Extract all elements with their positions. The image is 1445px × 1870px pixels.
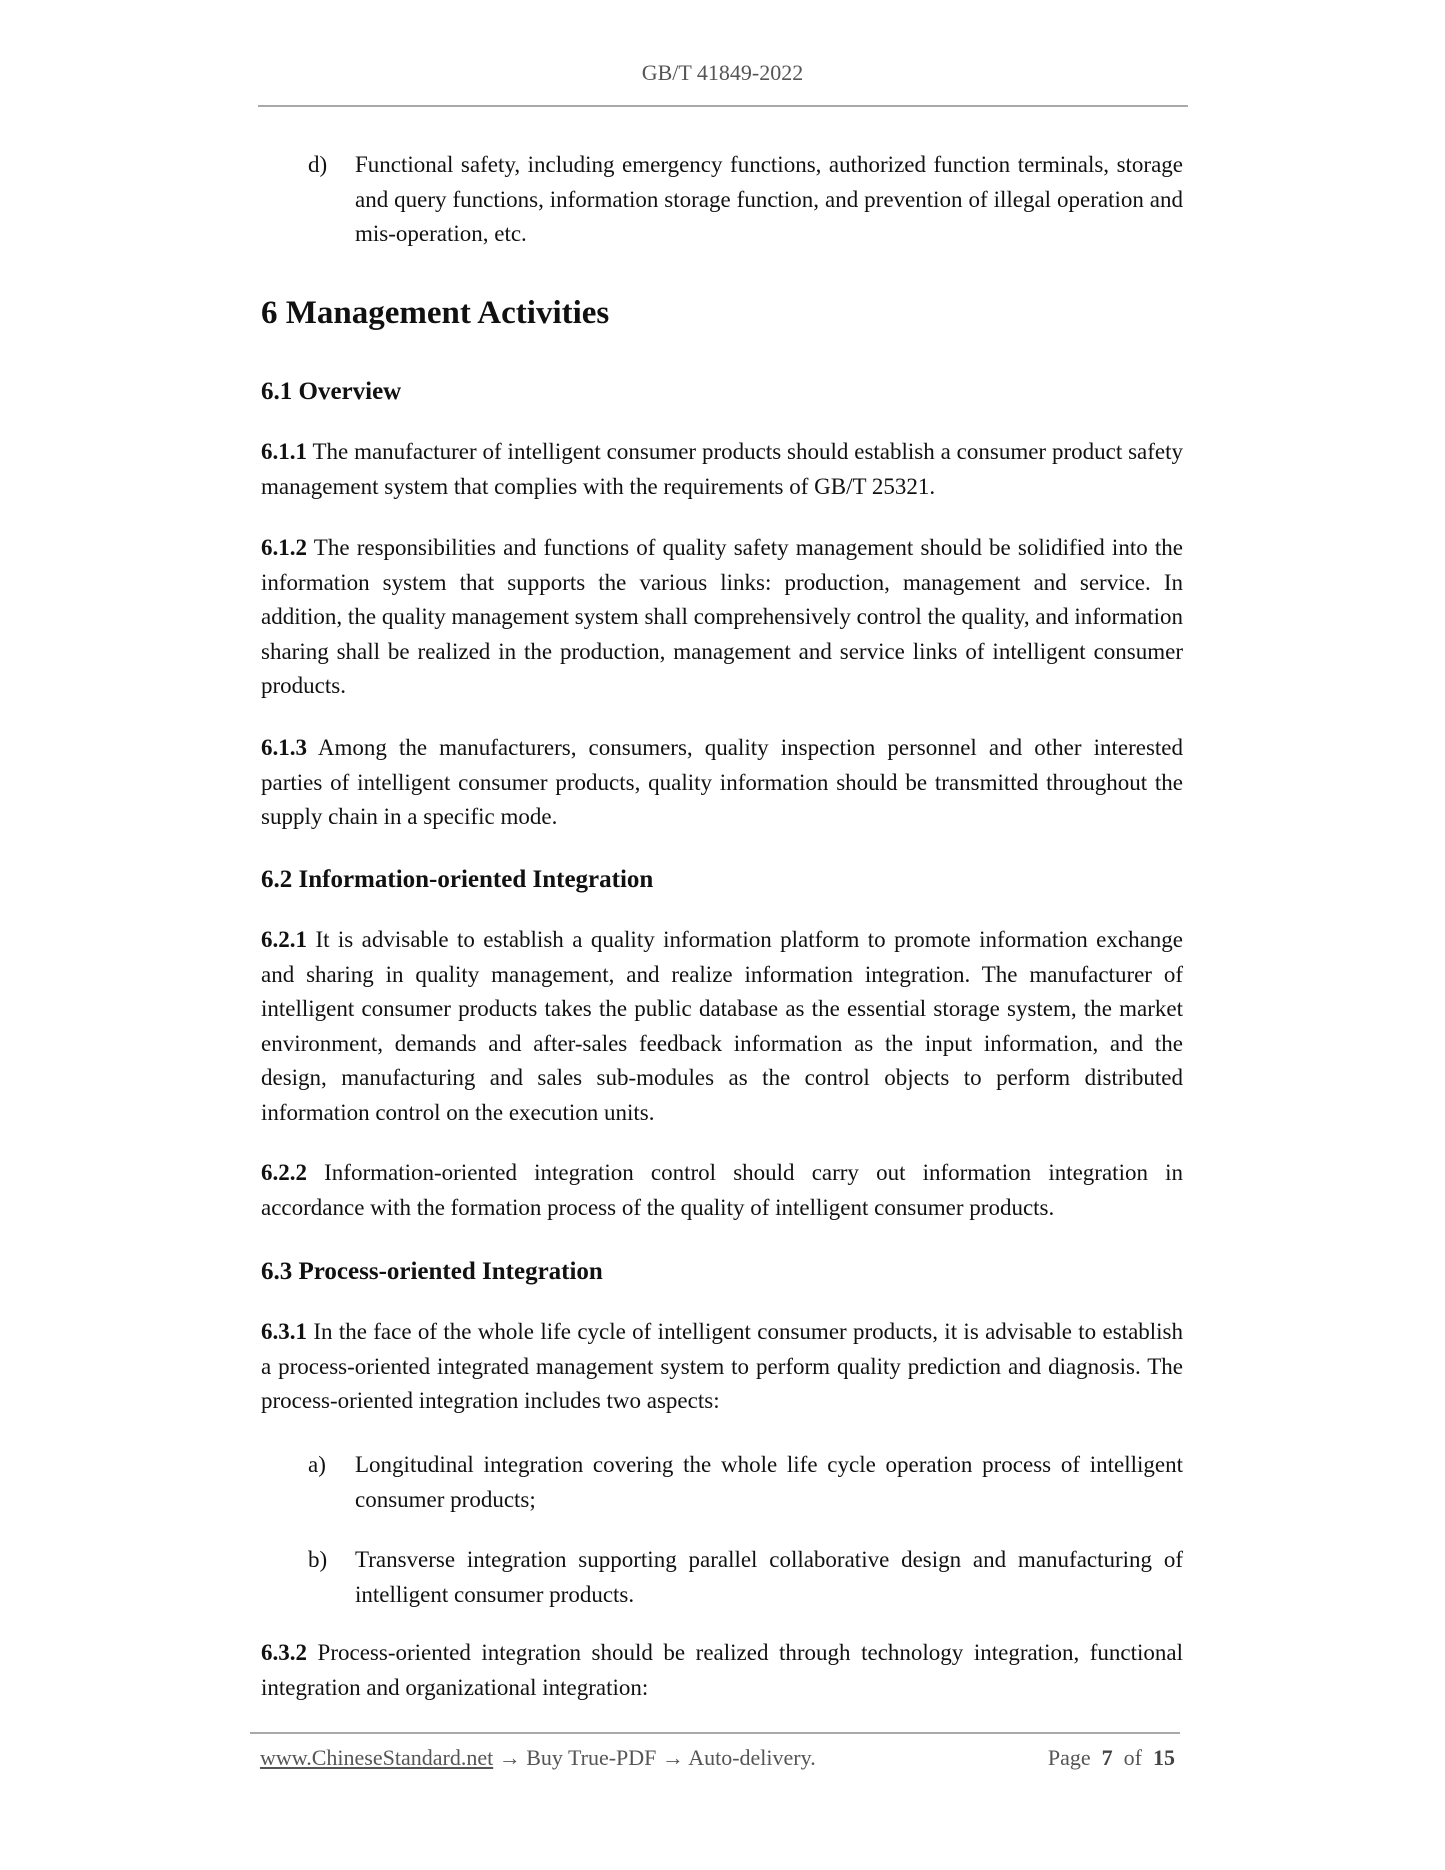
footer-step-buy: Buy True-PDF — [526, 1745, 657, 1770]
clause-text: It is advisable to establish a quality information platform to promote information exchange and sharing in quality management, and realize information integration. The manufacturer of intelligent consumer products takes the public database as the essential storage system, the market environment, demands and after-sales feedback information as the input information, and the design, manufacturing and sales sub-modules as the control objects to perform distributed information control on the execution units. — [261, 927, 1184, 1125]
clause-number: 6.2.1 — [261, 927, 307, 952]
clause-number: 6.1.1 — [261, 439, 307, 464]
clause-6-2-1 — [261, 923, 1183, 1130]
arrow-right-icon: → — [498, 1745, 521, 1770]
clause-number: 6.3.1 — [261, 1319, 307, 1344]
list-item-label: a) — [308, 1452, 326, 1477]
clause-6-1-2 — [261, 531, 1183, 704]
list-item-text: Transverse integration supporting parallel collaborative design and manufacturing of intelligent consumer products. — [355, 1547, 1183, 1607]
clause-number: 6.1.3 — [261, 735, 307, 760]
clause-number: 6.1.2 — [261, 535, 307, 560]
section-heading-6: 6 Management Activities — [261, 295, 610, 331]
clause-6-1-1 — [261, 435, 1183, 504]
page-indicator — [1033, 1742, 1175, 1774]
clause-6-1-3 — [261, 731, 1183, 835]
footer-promo — [260, 1742, 816, 1774]
list-item-label: d) — [308, 152, 328, 177]
page-current: 7 — [1101, 1745, 1113, 1770]
list-item-text: Longitudinal integration covering the whole life cycle operation process of intelligent consumer products; — [355, 1452, 1183, 1512]
clause-text: Among the manufacturers, consumers, quality inspection personnel and other interested parties of intelligent consumer products, quality information should be transmitted throughout the supply chain in a specific mode. — [261, 735, 1184, 829]
footer-divider — [250, 1732, 1180, 1734]
subsection-heading-6-2: 6.2 Information-oriented Integration — [261, 866, 654, 893]
header-divider — [258, 105, 1188, 107]
clause-text: The manufacturer of intelligent consumer products should establish a consumer product safety management system that complies with the requirements of GB/T 25321. — [261, 439, 1183, 499]
subsection-heading-6-1: 6.1 Overview — [261, 378, 402, 405]
list-item-label: b) — [308, 1547, 328, 1572]
list-item-b — [261, 1543, 1183, 1613]
arrow-right-icon: → — [661, 1745, 684, 1770]
page-label: Page — [1047, 1745, 1091, 1770]
clause-text: Information-oriented integration control should carry out information integration in accordance with the formation process of the quality of intelligent consumer products. — [261, 1160, 1183, 1220]
list-item-text: Functional safety, including emergency functions, authorized function terminals, storage and query functions, information storage function, and prevention of illegal operation and mis-operation, etc. — [355, 152, 1183, 246]
clause-number: 6.2.2 — [261, 1160, 307, 1185]
clause-text: The responsibilities and functions of quality safety management should be solidified into the information system that supports the various links: production, management and service. In addition, the quality management system shall comprehensively control the quality, and information sharing shall be realized in the production, management and service links of intelligent consumer products. — [261, 535, 1183, 698]
clause-text: In the face of the whole life cycle of intelligent consumer products, it is advisable to establish a process-oriented integrated management system to perform quality prediction and diagnosis. The process-oriented integration includes two aspects: — [261, 1319, 1184, 1413]
page-total: 15 — [1153, 1745, 1175, 1770]
clause-number: 6.3.2 — [261, 1640, 307, 1665]
clause-6-3-2 — [261, 1636, 1183, 1705]
clause-6-2-2 — [261, 1156, 1183, 1225]
website-link[interactable]: www.ChineseStandard.net — [260, 1745, 494, 1770]
list-item-a — [261, 1448, 1183, 1518]
page-of: of — [1123, 1745, 1142, 1770]
list-item-d — [261, 148, 1183, 253]
subsection-heading-6-3: 6.3 Process-oriented Integration — [261, 1258, 603, 1285]
clause-6-3-1 — [261, 1315, 1183, 1419]
footer-step-delivery: Auto-delivery. — [688, 1745, 816, 1770]
clause-text: Process-oriented integration should be realized through technology integration, functional integration and organizational integration: — [261, 1640, 1184, 1700]
running-header: GB/T 41849-2022 — [641, 60, 804, 85]
